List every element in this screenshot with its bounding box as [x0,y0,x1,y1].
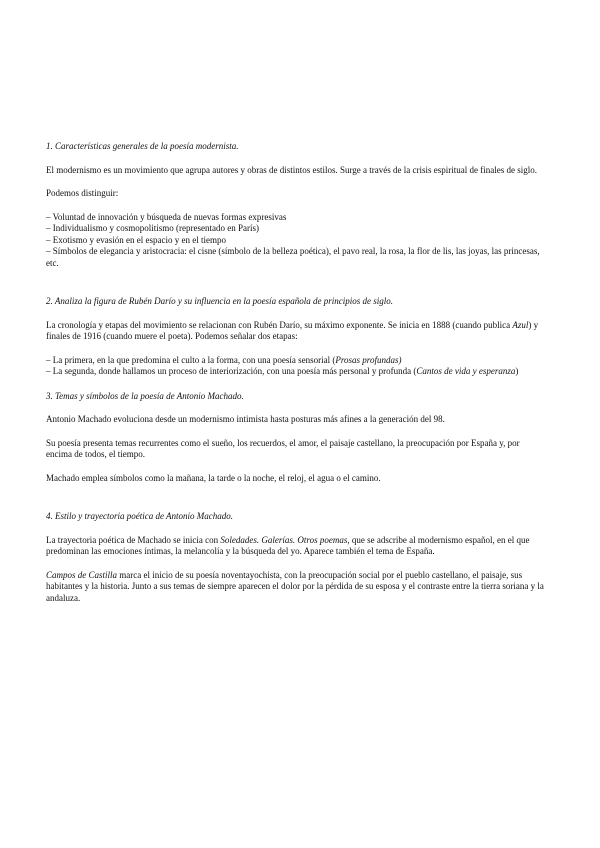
list-item: – La primera, en la que predomina el culto a la forma, con una poesía sensorial (Prosas profundas) [46,354,402,365]
section-4-heading: 4. Estilo y trayectoria poética de Antonio Machado. [46,511,234,521]
section-3-paragraph-2: Su poesía presenta temas recurrentes como el sueño, los recuerdos, el amor, el paisaje castellano, la preocupación por España y, por encima de todos, el tiempo. [46,437,520,459]
book-title: Soledades. Galerías. Otros poemas [220,534,348,545]
section-2-heading: 2. Analiza la figura de Rubén Darío y su influencia en la poesía española de principios de siglo. [46,296,394,306]
book-title: Prosas profundas) [335,354,402,365]
list-item: – Voluntad de innovación y búsqueda de nuevas formas expresivas [46,211,287,222]
section-4-paragraph-1: La trayectoria poética de Machado se inicia con Soledades. Galerías. Otros poemas, que se adscribe al modernismo español, en el que predominan las emociones íntimas, la melancolía y la búsqueda del yo. Aparece también el tema de España. [46,534,530,556]
section-1-list [46,212,546,270]
book-title: Cantos de vida y esperanza [416,366,516,376]
book-title: Azul [512,319,529,330]
section-3-paragraph-1: Antonio Machado evoluciona desde un modernismo intimista hasta posturas más afines a la generación del 98. [46,414,445,424]
list-item: – Símbolos de elegancia y aristocracia: el cisne (símbolo de la belleza poética), el pavo real, la rosa, la flor de lis, las joyas, las princesas, etc. [46,246,540,268]
section-1-list-label: Podemos distinguir: [46,188,119,198]
section-4-paragraph-2: Campos de Castilla marca el inicio de su poesía noventayochista, con la preocupación social por el pueblo castellano, el paisaje, sus habitantes y la historia. Junto a sus temas de siempre aparecen el dolor por la pérdida de su esposa y el contraste entre la tierra soriana y la andaluza. [46,569,544,603]
section-1-intro: El modernismo es un movimiento que agrupa autores y obras de distintos estilos. Surge a través de la crisis espiritual de finales de siglo. [46,164,537,175]
section-1-heading: 1. Características generales de la poesía modernista. [46,141,239,151]
list-item: – La segunda, donde hallamos un proceso de interiorización, con una poesía más personal y profunda (Cantos de vida y esperanza) [46,366,519,376]
book-title: Campos de Castilla [46,569,118,580]
list-item: – Individualismo y cosmopolitismo (representado en París) [46,223,259,233]
document-body [46,141,546,604]
section-2-paragraph: La cronología y etapas del movimiento se relacionan con Rubén Darío, su máximo exponente. Se inicia en 1888 (cuando publica Azul) y finales de 1916 (cuando muere el poeta). Podemos señalar dos etapas: [46,319,539,341]
list-item: – Exotismo y evasión en el espacio y en el tiempo [46,234,226,245]
section-3-heading: 3. Temas y símbolos de la poesía de Antonio Machado. [46,390,244,401]
section-2-list [46,355,546,378]
section-3-paragraph-3: Machado emplea símbolos como la mañana, la tarde o la noche, el reloj, el agua o el camino. [46,472,381,483]
